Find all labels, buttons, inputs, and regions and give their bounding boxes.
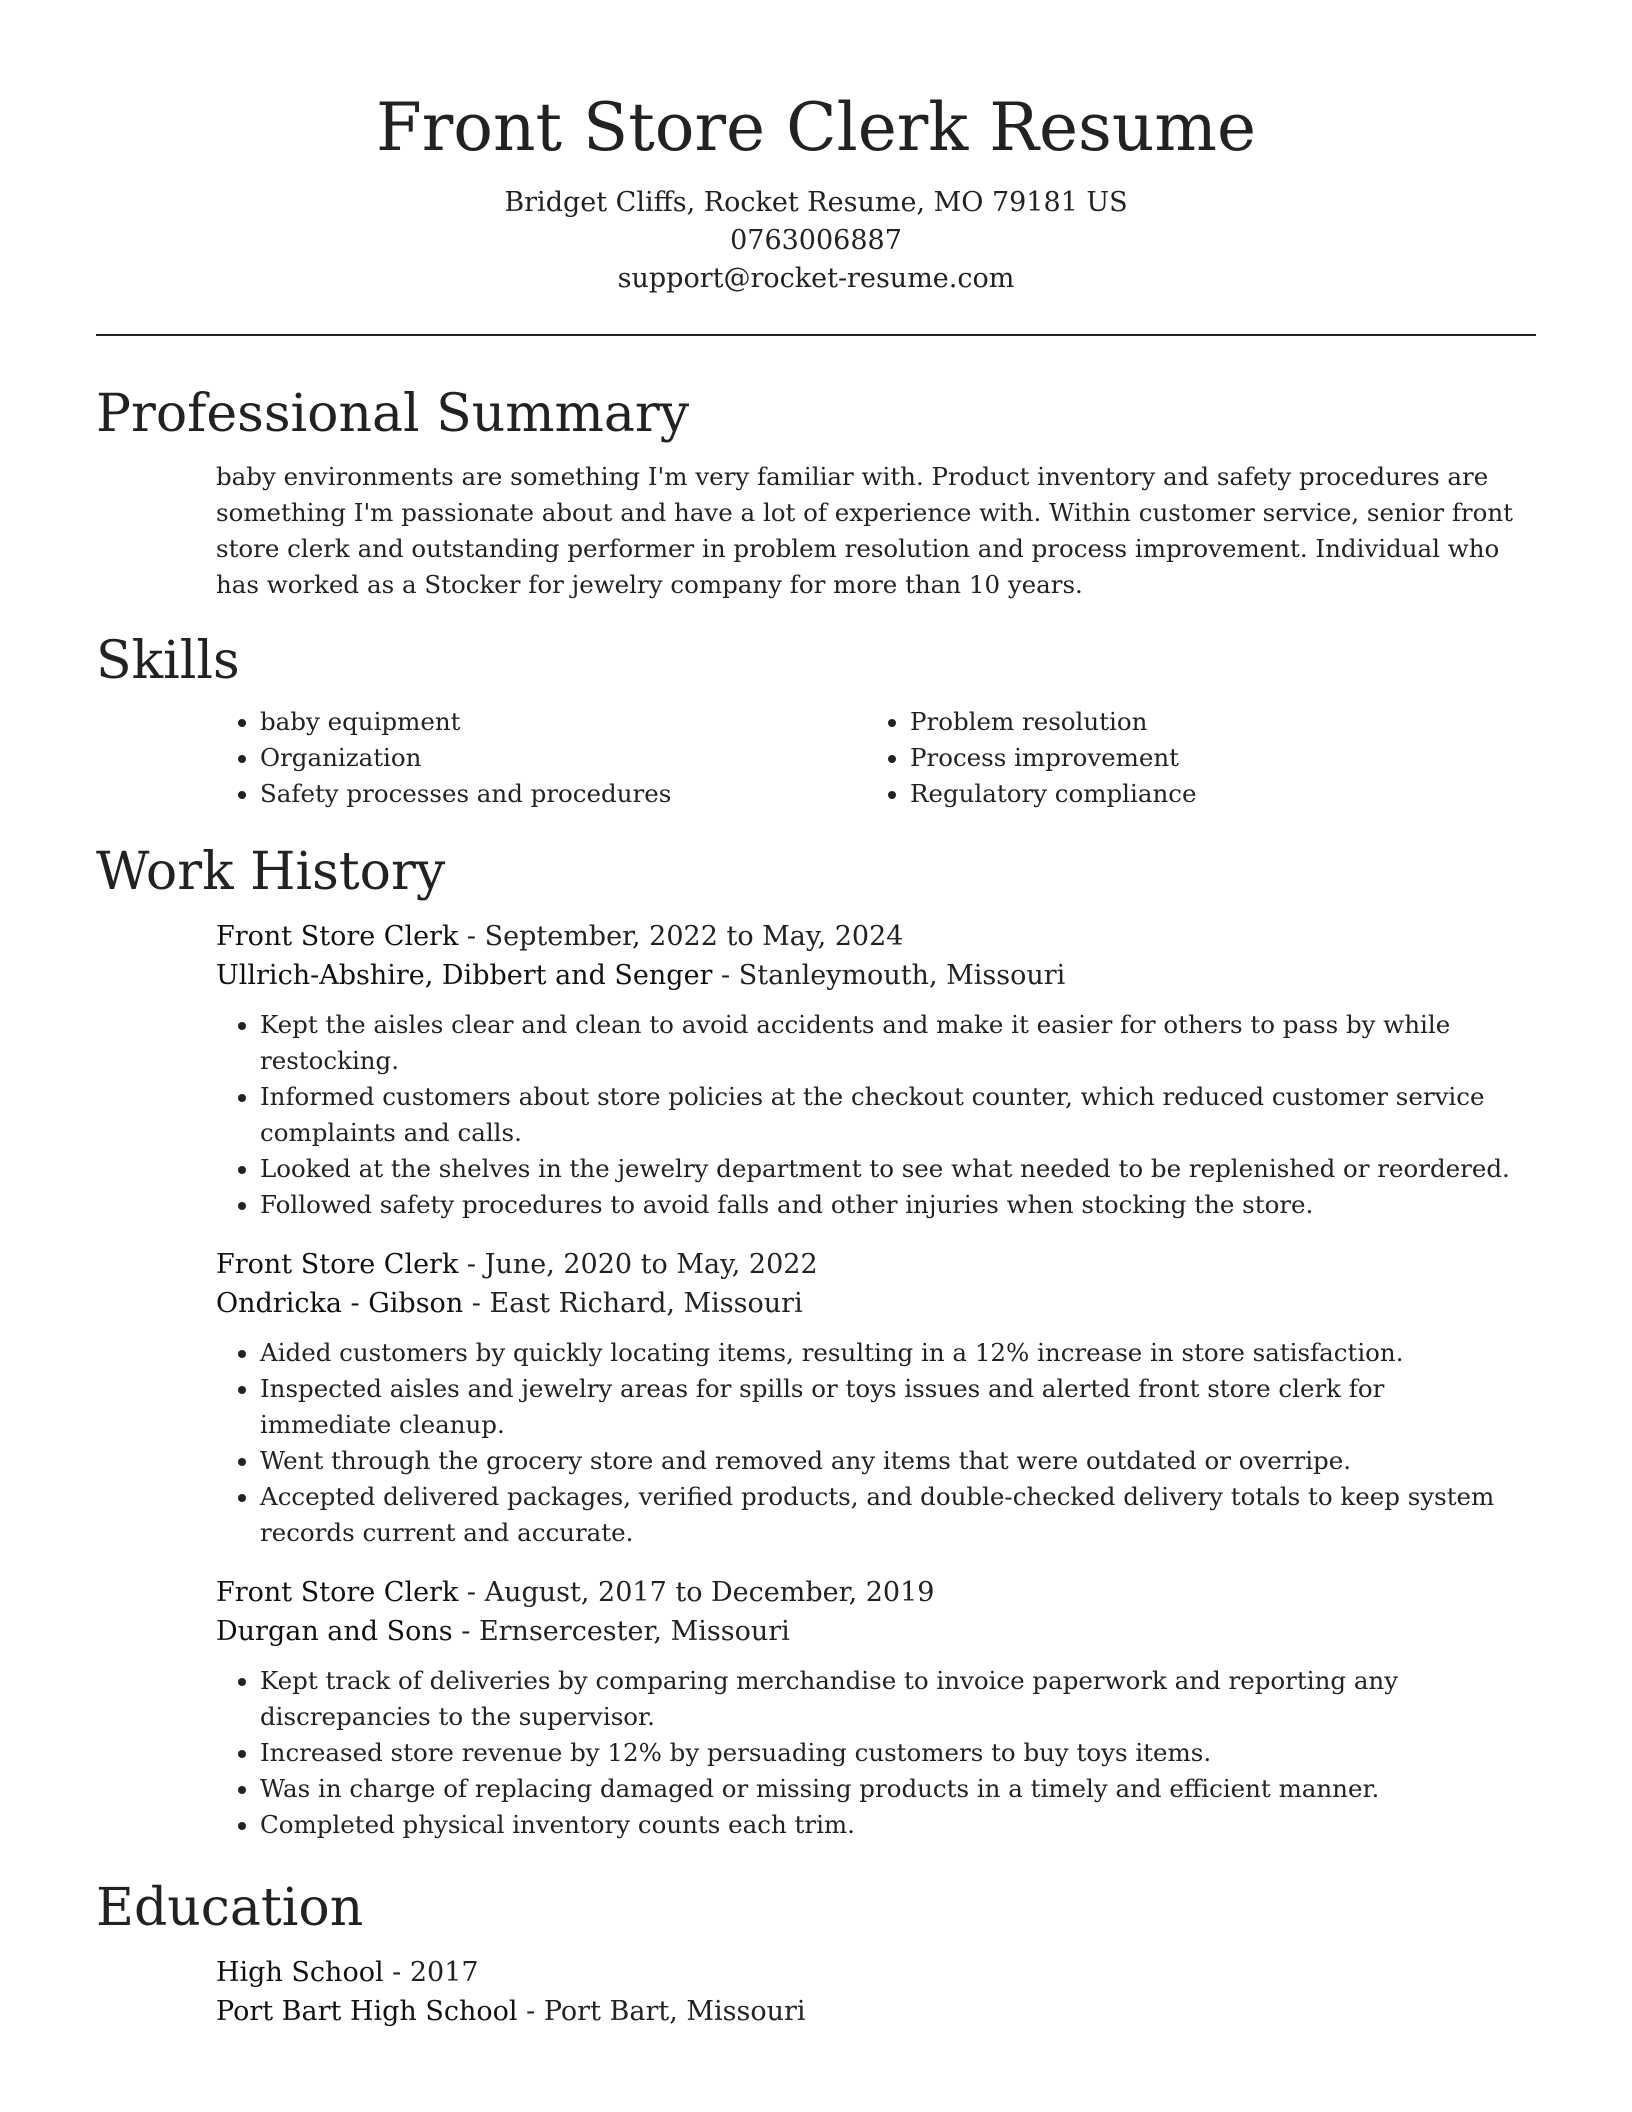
contact-address: Bridget Cliffs, Rocket Resume, MO 79181 US (504, 187, 1128, 218)
work-history-heading: Work History (96, 842, 446, 902)
education-location: - Port Bart, Missouri (517, 1996, 806, 2027)
summary-heading: Professional Summary (96, 384, 690, 444)
job-location: - Stanleymouth, Missouri (712, 960, 1066, 991)
job-company-line (216, 1612, 1521, 1651)
skills-column-right (866, 704, 1516, 812)
education-school-line (216, 1992, 1521, 2031)
job-location: - East Richard, Missouri (463, 1288, 803, 1319)
job-bullet: • Informed customers about store policies at the checkout counter, which reduced customer service complaints and calls. (260, 1079, 1521, 1151)
job-entry (216, 917, 1521, 1223)
job-bullets (216, 1663, 1521, 1843)
job-dates: - August, 2017 to December, 2019 (458, 1577, 935, 1608)
job-bullet: • Looked at the shelves in the jewelry department to see what needed to be replenished or reordered. (260, 1151, 1521, 1187)
resume-title: Front Store Clerk Resume (375, 89, 1257, 166)
job-dates: - June, 2020 to May, 2022 (458, 1249, 818, 1280)
job-bullet: • Kept track of deliveries by comparing merchandise to invoice paperwork and reporting any discrepancies to the supervisor. (260, 1663, 1521, 1735)
skills-heading: Skills (96, 631, 240, 691)
education-heading: Education (96, 1878, 364, 1938)
job-title-line (216, 1245, 1521, 1284)
job-bullet: • Followed safety procedures to avoid falls and other injuries when stocking the store. (260, 1187, 1521, 1223)
job-title: Front Store Clerk (216, 921, 459, 952)
education-degree: High School (216, 1957, 384, 1988)
education-year: - 2017 (383, 1957, 479, 1988)
education-degree-line (216, 1953, 1521, 1992)
education-section (96, 1877, 1536, 2031)
contact-email: support@rocket-resume.com (617, 263, 1015, 294)
skills-column-left (216, 704, 866, 812)
job-company-line (216, 956, 1521, 995)
skill-item: • baby equipment (260, 704, 866, 740)
job-bullet: • Accepted delivered packages, verified products, and double-checked delivery totals to keep system records current and accurate. (260, 1479, 1521, 1551)
job-list (216, 917, 1521, 1843)
job-bullet: • Aided customers by quickly locating items, resulting in a 12% increase in store satisfaction. (260, 1335, 1521, 1371)
job-company: Ullrich-Abshire, Dibbert and Senger (216, 960, 713, 991)
job-company-line (216, 1284, 1521, 1323)
skills-section (96, 630, 1536, 812)
skill-item: • Regulatory compliance (910, 776, 1516, 812)
job-bullet: • Kept the aisles clear and clean to avoid accidents and make it easier for others to pass by while restocking. (260, 1007, 1521, 1079)
job-bullet: • Went through the grocery store and removed any items that were outdated or overripe. (260, 1443, 1521, 1479)
summary-text: baby environments are something I'm very familiar with. Product inventory and safety procedures are something I'm passionate about and have a lot of experience with. Within customer service, senior front store clerk and outstanding performer in problem resolution and process improvement. Individual who has worked as a Stocker for jewelry company for more than 10 years. (216, 462, 1513, 599)
job-bullet: • Completed physical inventory counts each trim. (260, 1807, 1521, 1843)
job-company: Durgan and Sons (216, 1616, 453, 1647)
job-bullet: • Increased store revenue by 12% by persuading customers to buy toys items. (260, 1735, 1521, 1771)
skill-item: • Problem resolution (910, 704, 1516, 740)
job-entry (216, 1573, 1521, 1843)
contact-block (96, 184, 1536, 298)
job-title: Front Store Clerk (216, 1577, 459, 1608)
skill-item: • Safety processes and procedures (260, 776, 866, 812)
skill-item: • Organization (260, 740, 866, 776)
job-bullets (216, 1335, 1521, 1551)
skill-item: • Process improvement (910, 740, 1516, 776)
contact-phone: 0763006887 (730, 225, 902, 256)
job-bullet: • Inspected aisles and jewelry areas for spills or toys issues and alerted front store clerk for immediate cleanup. (260, 1371, 1521, 1443)
resume-page (96, 0, 1536, 2027)
job-title: Front Store Clerk (216, 1249, 459, 1280)
skills-grid (216, 704, 1521, 812)
summary-section (96, 383, 1536, 603)
education-school: Port Bart High School (216, 1996, 518, 2027)
work-history-section (96, 841, 1536, 1843)
job-title-line (216, 1573, 1521, 1612)
job-entry (216, 1245, 1521, 1551)
job-title-line (216, 917, 1521, 956)
job-bullet: • Was in charge of replacing damaged or missing products in a timely and efficient manner. (260, 1771, 1521, 1807)
job-dates: - September, 2022 to May, 2024 (458, 921, 904, 952)
education-entry (216, 1953, 1521, 2031)
job-location: - Ernsercester, Missouri (452, 1616, 790, 1647)
header-divider (96, 334, 1536, 336)
resume-header (96, 0, 1536, 336)
job-company: Ondricka - Gibson (216, 1288, 464, 1319)
job-bullets (216, 1007, 1521, 1223)
